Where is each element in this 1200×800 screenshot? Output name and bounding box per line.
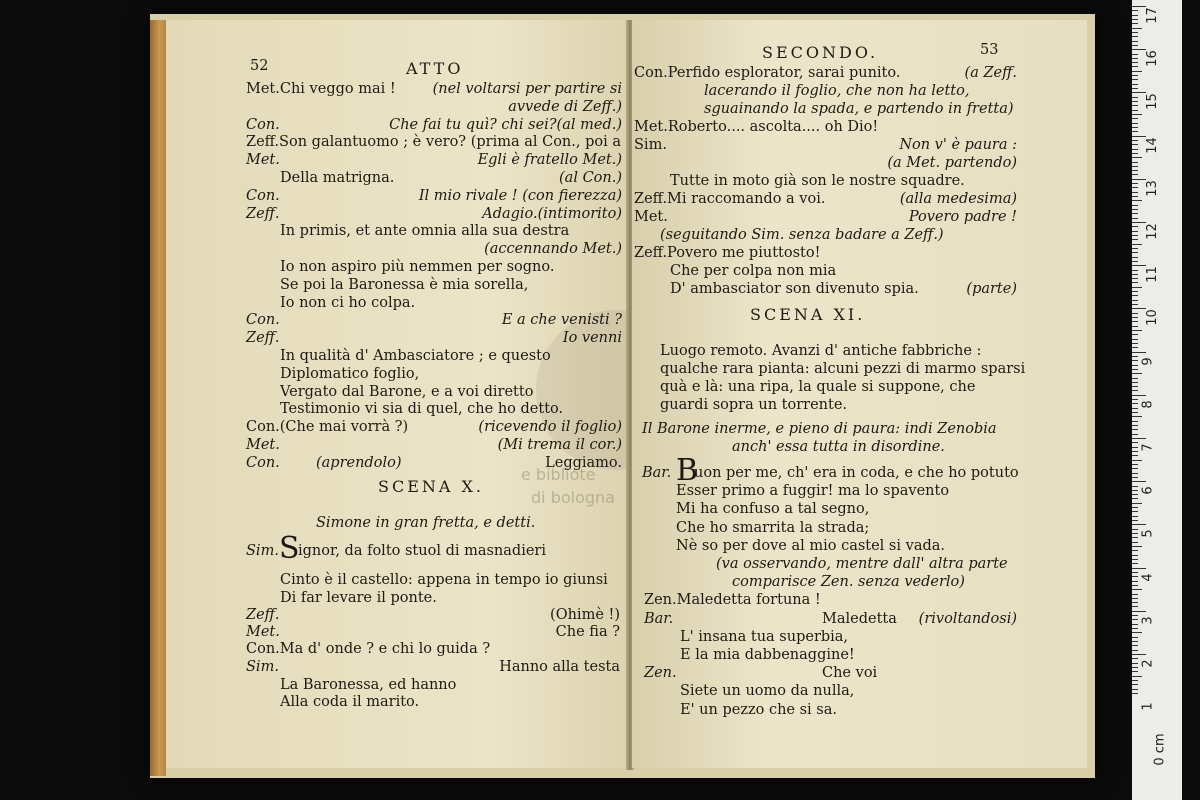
stage-direction: (accennando Met.) [484, 241, 622, 258]
scene-setting-line: Luogo remoto. Avanzi d' antiche fabbriche : [660, 343, 982, 359]
ruler-tick [1132, 550, 1138, 551]
ruler-tick [1132, 166, 1138, 167]
ruler-tick [1132, 434, 1138, 435]
ruler-tick [1132, 144, 1138, 145]
ruler-tick [1132, 693, 1138, 694]
ruler-tick [1132, 399, 1138, 400]
ruler-tick [1132, 317, 1138, 318]
ruler-tick [1132, 131, 1138, 132]
ruler-tick [1132, 304, 1138, 305]
ruler-tick [1132, 382, 1138, 383]
text-line: Con. [246, 454, 280, 471]
stage-direction: Non v' è paura : [899, 137, 1017, 153]
ruler-tick [1132, 330, 1142, 331]
ruler-tick [1132, 581, 1138, 582]
text-line: Sim. [634, 137, 667, 153]
ruler-tick [1132, 118, 1138, 119]
ruler-tick [1132, 41, 1138, 42]
ruler-tick [1132, 663, 1138, 664]
drop-capital: B [676, 453, 699, 488]
text-line: Zeff. [246, 607, 280, 623]
measuring-ruler [1132, 0, 1182, 800]
ruler-number: 0 cm [1152, 733, 1168, 766]
ruler-tick [1132, 123, 1138, 124]
ruler-tick [1132, 447, 1138, 448]
text-line: Sim. [246, 543, 279, 559]
ruler-tick [1132, 654, 1146, 655]
text-line: Con.Ma d' onde ? e chi lo guida ? [246, 641, 491, 657]
text-line: Alla coda il marito. [280, 694, 420, 710]
ruler-tick [1132, 32, 1138, 33]
ruler-number: 1 [1140, 702, 1156, 711]
ruler-tick [1132, 239, 1138, 240]
ruler-tick [1132, 308, 1146, 309]
stage-direction: (parte) [966, 281, 1017, 297]
ruler-tick [1132, 334, 1138, 335]
text-line: Zen.Maledetta fortuna ! [644, 592, 821, 609]
ruler-tick [1132, 257, 1138, 258]
book-edge [150, 20, 166, 776]
ruler-tick [1132, 632, 1142, 633]
ruler-tick [1132, 477, 1138, 478]
ruler-tick [1132, 486, 1138, 487]
ruler-tick [1132, 589, 1142, 590]
ruler-tick [1132, 66, 1138, 67]
ruler-number: 4 [1140, 572, 1156, 582]
ruler-tick [1132, 438, 1146, 439]
ruler-tick [1132, 170, 1138, 171]
ruler-tick [1132, 10, 1138, 11]
ruler-number: 9 [1140, 356, 1156, 366]
stage-direction: (Mi trema il cor.) [497, 437, 622, 453]
text-line: Met. [246, 437, 280, 453]
ruler-tick [1132, 79, 1138, 80]
ruler-tick [1132, 598, 1138, 599]
ruler-tick [1132, 684, 1138, 685]
ruler-number: 13 [1144, 180, 1160, 197]
ruler-tick [1132, 473, 1138, 474]
ruler-tick [1132, 516, 1138, 517]
ruler-tick [1132, 97, 1138, 98]
text-line: uon per me, ch' era in coda, e che ho potuto [694, 465, 1019, 481]
ruler-tick [1132, 110, 1138, 111]
ruler-tick [1132, 127, 1138, 128]
scene-title: SCENA XI. [750, 305, 866, 324]
ruler-tick [1132, 360, 1138, 361]
text-line: E la mia dabbenaggine! [680, 647, 855, 663]
text-line: (va osservando, mentre dall' altra parte [716, 556, 1008, 572]
stage-direction: (rivoltandosi) [918, 610, 1017, 627]
ruler-tick [1132, 62, 1138, 63]
ruler-tick [1132, 291, 1138, 292]
ruler-tick [1132, 196, 1138, 197]
page-number: 52 [250, 58, 269, 74]
text-line: Che ho smarrita la strada; [676, 519, 870, 536]
watermark-text-1: e bibliote [521, 465, 596, 484]
ruler-number: 15 [1144, 93, 1160, 111]
text-line: Della matrigna. [280, 170, 395, 186]
text-line: Tutte in moto già son le nostre squadre. [670, 173, 965, 189]
ruler-tick [1132, 6, 1146, 7]
ruler-tick [1132, 416, 1142, 417]
ruler-tick [1132, 321, 1138, 322]
ruler-number: 5 [1140, 529, 1156, 539]
ruler-tick [1132, 524, 1146, 525]
ruler-tick [1132, 650, 1138, 651]
ruler-tick [1132, 356, 1138, 357]
ruler-tick [1132, 585, 1138, 586]
ruler-tick [1132, 101, 1138, 102]
ruler-tick [1132, 425, 1138, 426]
text-line: Leggiamo. [545, 454, 622, 471]
ruler-tick [1132, 494, 1138, 495]
ruler-tick [1132, 261, 1138, 262]
ruler-number: 2 [1140, 659, 1156, 668]
text-line: E' un pezzo che si sa. [680, 701, 837, 718]
text-line: Io non ci ho colpa. [280, 294, 416, 311]
page-header: ATTO [406, 59, 464, 78]
ruler-tick [1132, 84, 1138, 85]
ruler-tick [1132, 490, 1138, 491]
stage-direction: Povero padre ! [908, 209, 1017, 225]
stage-direction: (nel voltarsi per partire si [432, 81, 622, 97]
stage-direction: (a Zeff. [964, 65, 1017, 81]
text-line: In qualità d' Ambasciatore ; e questo [280, 348, 551, 364]
text-line: Di far levare il ponte. [280, 590, 437, 606]
ruler-tick [1132, 403, 1138, 404]
stage-direction: Adagio.(intimorito) [482, 205, 622, 222]
ruler-tick [1132, 680, 1138, 681]
scene-description-line: Il Barone inerme, e pieno di paura: indi Zenobia [642, 421, 997, 437]
ruler-tick [1132, 205, 1138, 206]
ruler-tick [1132, 421, 1138, 422]
ruler-tick [1132, 628, 1138, 629]
text-line: Testimonio vi sia di quel, che ho detto. [280, 401, 564, 418]
ruler-tick [1132, 92, 1146, 93]
ruler-tick [1132, 507, 1138, 508]
ruler-tick [1132, 213, 1138, 214]
ruler-tick [1132, 226, 1138, 227]
text-line: D' ambasciator son divenuto spia. [670, 281, 919, 297]
ruler-tick [1132, 572, 1138, 573]
ruler-tick [1132, 676, 1142, 677]
text-line: Met. [246, 152, 280, 169]
ruler-tick [1132, 481, 1146, 482]
stage-direction: (al Con.) [559, 170, 622, 186]
stage-direction: (ricevendo il foglio) [478, 419, 622, 436]
text-line: Zeff.Povero me piuttosto! [634, 245, 821, 261]
ruler-tick [1132, 49, 1146, 50]
ruler-tick [1132, 45, 1138, 46]
ruler-tick [1132, 140, 1138, 141]
ruler-tick [1132, 624, 1138, 625]
ruler-number: 6 [1140, 486, 1156, 495]
text-line: Mi ha confuso a tal segno, [676, 501, 870, 518]
stage-direction: Che fai tu quì? chi sei?(al med.) [389, 116, 622, 133]
text-line: Cinto è il castello: appena in tempo io giunsi [280, 572, 608, 588]
ruler-tick [1132, 88, 1138, 89]
ruler-tick [1132, 300, 1138, 301]
text-line: (Ohimè !) [550, 607, 620, 623]
stage-direction: (aprendolo) [316, 454, 402, 471]
ruler-tick [1132, 537, 1138, 538]
ruler-tick [1132, 412, 1138, 413]
text-line: Met.Roberto.... ascolta.... oh Dio! [634, 119, 879, 135]
text-line: Che per colpa non mia [670, 263, 837, 279]
stage-direction: Egli è fratello Met.) [477, 152, 622, 169]
text-line: Met. [246, 624, 280, 640]
ruler-tick [1132, 498, 1138, 499]
text-line: Vergato dal Barone, e a voi diretto [280, 383, 534, 400]
text-line: Zeff. [246, 330, 280, 347]
text-line: Met. [634, 209, 668, 225]
ruler-number: 3 [1140, 616, 1156, 625]
ruler-tick [1132, 149, 1138, 150]
ruler-tick [1132, 278, 1138, 279]
ruler-tick [1132, 369, 1138, 370]
ruler-tick [1132, 408, 1138, 409]
ruler-number: 10 [1144, 309, 1160, 327]
ruler-number: 17 [1144, 7, 1160, 24]
ruler-tick [1132, 287, 1142, 288]
ruler-tick [1132, 252, 1138, 253]
ruler-tick [1132, 54, 1138, 55]
ruler-tick [1132, 270, 1138, 271]
ruler-tick [1132, 218, 1138, 219]
ruler-tick [1132, 667, 1138, 668]
text-line: Siete un uomo da nulla, [680, 683, 855, 700]
ruler-tick [1132, 136, 1146, 137]
ruler-tick [1132, 343, 1138, 344]
ruler-number: 16 [1144, 50, 1160, 67]
ruler-tick [1132, 58, 1138, 59]
ruler-tick [1132, 658, 1138, 659]
ruler-tick [1132, 671, 1138, 672]
ruler-tick [1132, 689, 1138, 690]
ruler-tick [1132, 235, 1138, 236]
ruler-tick [1132, 464, 1138, 465]
ruler-tick [1132, 282, 1138, 283]
text-line: Nè so per dove al mio castel si vada. [676, 537, 945, 554]
text-line: Met.Chi veggo mai ! [246, 81, 396, 97]
ruler-tick [1132, 15, 1138, 16]
left-page [166, 20, 628, 768]
ruler-tick [1132, 19, 1138, 20]
ruler-tick [1132, 529, 1138, 530]
ruler-tick [1132, 265, 1146, 266]
ruler-tick [1132, 222, 1146, 223]
ruler-tick [1132, 75, 1138, 76]
ruler-tick [1132, 105, 1138, 106]
right-page [632, 20, 1087, 768]
text-line: Zeff. [246, 205, 280, 222]
text-line: In primis, et ante omnia alla sua destra [280, 223, 570, 240]
ruler-tick [1132, 390, 1138, 391]
text-line: comparisce Zen. senza vederlo) [732, 574, 965, 591]
ruler-tick [1132, 295, 1138, 296]
ruler-tick [1132, 352, 1146, 353]
ruler-tick [1132, 28, 1142, 29]
ruler-tick [1132, 559, 1138, 560]
stage-direction: (a Met. partendo) [887, 155, 1017, 171]
ruler-tick [1132, 568, 1146, 569]
ruler-tick [1132, 157, 1142, 158]
ruler-number: 12 [1144, 223, 1160, 240]
ruler-tick [1132, 546, 1142, 547]
scene-description-line: anch' essa tutta in disordine. [732, 439, 945, 455]
ruler-tick [1132, 153, 1138, 154]
text-line: Che fia ? [555, 624, 620, 640]
text-line: ignor, da folto stuol di masnadieri [298, 543, 546, 559]
ruler-tick [1132, 187, 1138, 188]
drop-capital: S [279, 531, 300, 566]
ruler-tick [1132, 511, 1138, 512]
ruler-tick [1132, 23, 1138, 24]
ruler-tick [1132, 248, 1138, 249]
ruler-tick [1132, 200, 1142, 201]
stage-direction: Il mio rivale ! (con fierezza) [418, 187, 622, 204]
ruler-tick [1132, 602, 1138, 603]
ruler-tick [1132, 339, 1138, 340]
ruler-tick [1132, 162, 1138, 163]
ruler-tick [1132, 451, 1138, 452]
text-line: (seguitando Sim. senza badare a Zeff.) [660, 227, 944, 243]
text-line: Con.(Che mai vorrà ?) [246, 419, 409, 436]
scene-description: Simone in gran fretta, e detti. [316, 515, 536, 531]
ruler-tick [1132, 468, 1138, 469]
ruler-tick [1132, 174, 1138, 175]
ruler-tick [1132, 378, 1138, 379]
text-line: Bar. [644, 610, 674, 627]
ruler-tick [1132, 373, 1142, 374]
ruler-number: 8 [1140, 400, 1156, 409]
ruler-tick [1132, 192, 1138, 193]
text-line: Con. [246, 312, 280, 329]
text-line: Zeff.Son galantuomo ; è vero? (prima al Con., poi a [246, 134, 621, 151]
scene-setting-line: qualche rara pianta: alcuni pezzi di marmo sparsi [660, 361, 1026, 377]
ruler-tick [1132, 611, 1146, 612]
text-line: Zen. [644, 665, 677, 682]
text-line: Che voi [822, 665, 878, 682]
ruler-tick [1132, 555, 1138, 556]
ruler-tick [1132, 606, 1138, 607]
stage-direction: avvede di Zeff.) [508, 98, 622, 115]
ruler-tick [1132, 244, 1142, 245]
text-line: Se poi la Baronessa è mia sorella, [280, 276, 529, 293]
text-line: Con.Perfido esplorator, sarai punito. [634, 65, 901, 81]
ruler-tick [1132, 365, 1138, 366]
ruler-tick [1132, 563, 1138, 564]
ruler-tick [1132, 576, 1138, 577]
text-line: Con. [246, 187, 280, 204]
text-line: Diplomatico foglio, [280, 365, 420, 382]
stage-direction: E a che venisti ? [501, 312, 622, 329]
watermark-text-2: di bologna [531, 488, 615, 507]
text-line: Io non aspiro più nemmen per sogno. [280, 259, 555, 275]
text-line: Con. [246, 116, 280, 133]
ruler-tick [1132, 36, 1138, 37]
ruler-tick [1132, 183, 1138, 184]
ruler-tick [1132, 179, 1146, 180]
text-line: Esser primo a fuggir! ma lo spavento [676, 483, 950, 500]
ruler-tick [1132, 386, 1138, 387]
page-number: 53 [980, 42, 999, 58]
ruler-tick [1132, 641, 1138, 642]
scene-title: SCENA X. [378, 477, 484, 496]
stage-direction: Io venni [562, 330, 622, 347]
text-line: sguainando la spada, e partendo in fretta) [704, 101, 1014, 117]
text-line: Maledetta [822, 610, 897, 627]
page-header: SECONDO. [762, 43, 879, 62]
ruler-tick [1132, 71, 1142, 72]
scene-setting-line: guardi sopra un torrente. [660, 397, 848, 413]
text-line: Sim. [246, 659, 279, 675]
ruler-tick [1132, 520, 1138, 521]
ruler-tick [1132, 460, 1142, 461]
ruler-tick [1132, 645, 1138, 646]
scene-setting-line: quà e là: una ripa, la quale si suppone, che [660, 379, 976, 395]
ruler-tick [1132, 274, 1138, 275]
ruler-tick [1132, 615, 1138, 616]
ruler-tick [1132, 326, 1138, 327]
stage-direction: (alla medesima) [899, 191, 1017, 207]
ruler-tick [1132, 347, 1138, 348]
ruler-tick [1132, 429, 1138, 430]
ruler-tick [1132, 533, 1138, 534]
ruler-tick [1132, 209, 1138, 210]
ruler-tick [1132, 637, 1138, 638]
ruler-number: 14 [1144, 136, 1160, 154]
ruler-tick [1132, 594, 1138, 595]
ruler-tick [1132, 114, 1142, 115]
text-line: lacerando il foglio, che non ha letto, [704, 83, 970, 99]
text-line: La Baronessa, ed hanno [280, 677, 457, 693]
ruler-tick [1132, 313, 1138, 314]
text-line: Zeff.Mi raccomando a voi. [634, 191, 826, 207]
ruler-number: 11 [1144, 266, 1160, 283]
ruler-tick [1132, 455, 1138, 456]
text-line: Bar. [642, 465, 672, 481]
ruler-tick [1132, 231, 1138, 232]
ruler-tick [1132, 442, 1138, 443]
text-line: L' insana tua superbia, [680, 628, 849, 645]
ruler-tick [1132, 503, 1142, 504]
text-line: Hanno alla testa [499, 659, 620, 675]
ruler-tick [1132, 619, 1138, 620]
ruler-tick [1132, 395, 1146, 396]
ruler-tick [1132, 542, 1138, 543]
ruler-number: 7 [1140, 443, 1156, 452]
